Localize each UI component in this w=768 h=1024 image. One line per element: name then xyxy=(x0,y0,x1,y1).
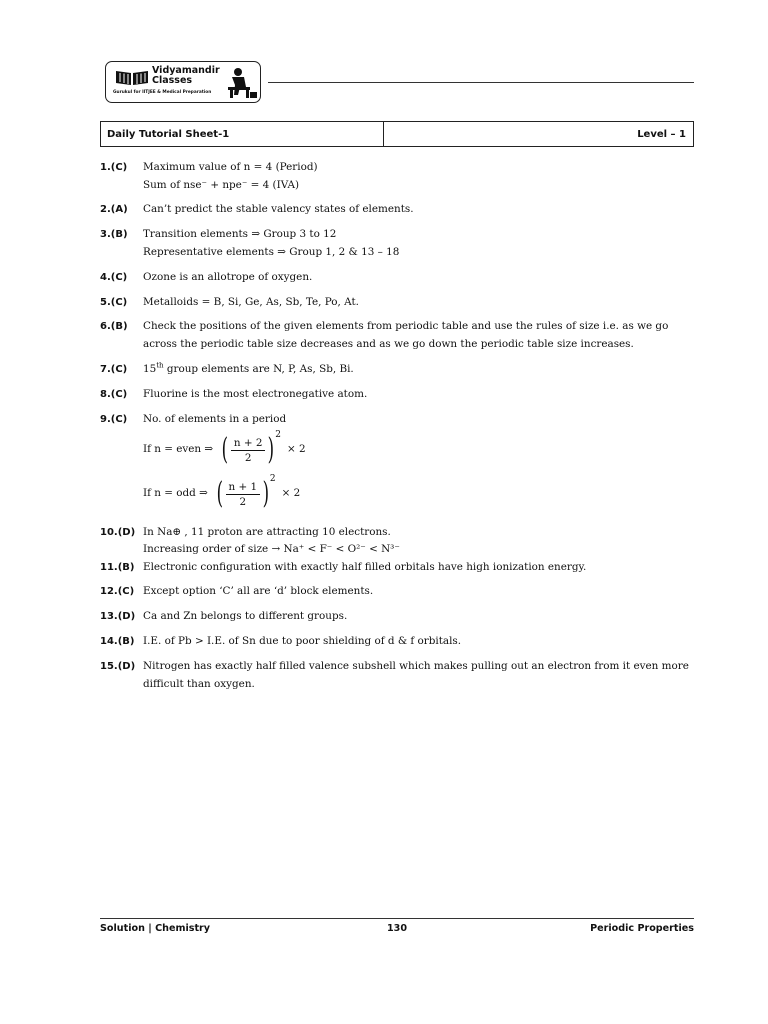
sheet-level: Level – 1 xyxy=(637,128,686,140)
answer-number: 14.(B) xyxy=(100,636,135,648)
brand-name xyxy=(152,66,220,86)
answer-number: 1.(C) xyxy=(100,162,128,173)
fraction xyxy=(231,436,266,465)
exponent: 2 xyxy=(275,430,281,441)
answer-number: 8.(C) xyxy=(100,388,128,400)
page-footer xyxy=(100,923,694,934)
solution-text: Ozone is an allotrope of oxygen. xyxy=(143,270,313,283)
denominator: 2 xyxy=(244,451,252,464)
exponent: 2 xyxy=(269,474,276,485)
formula-even: If n = even ⇒ ( $\frac{n + 2}{2}$ ) 2 × 2 xyxy=(143,428,696,472)
solution-text: Increasing order of size → Na⁺ < F⁻ < O²⁻ < N³⁻ xyxy=(143,543,400,556)
solution-text: Electronic configuration with exactly half filled orbitals have high ionization energy. xyxy=(143,560,587,573)
multiplier: × 2 xyxy=(286,443,306,456)
brand-name-line1: Vidyamandir xyxy=(152,65,220,76)
solution-11 xyxy=(100,559,696,577)
answer-number: 11.(B) xyxy=(100,561,135,573)
solution-6 xyxy=(100,318,696,353)
multiplier: × 2 xyxy=(281,487,301,500)
denominator: 2 xyxy=(239,495,247,508)
header-rule xyxy=(268,82,694,83)
answer-number: 3.(B) xyxy=(100,229,128,241)
solution-8 xyxy=(100,386,696,404)
answer-number: 9.(C) xyxy=(100,413,128,425)
book-logo-icon xyxy=(114,68,150,86)
solution-text: Fluorine is the most electronegative atom. xyxy=(143,387,368,400)
logo xyxy=(105,61,261,103)
solution-text: Except option ‘C’ all are ‘d’ block elements. xyxy=(143,585,374,598)
answer-number: 13.(D) xyxy=(100,611,136,623)
page-number: 130 xyxy=(386,923,408,934)
solution-5 xyxy=(100,294,696,312)
solution-text: I.E. of Pb > I.E. of Sn due to poor shielding of d & f orbitals. xyxy=(143,635,462,648)
solution-text: Check the positions of the given elements from periodic table and use the rules of size i.e. as we go across the periodic table size decreases and as we go down the periodic table size increases. xyxy=(143,320,669,350)
answer-number: 4.(C) xyxy=(100,271,128,283)
solution-7 xyxy=(100,361,696,379)
formula-label: If n = even ⇒ xyxy=(143,443,214,456)
answer-number: 6.(B) xyxy=(100,321,128,333)
solution-text: Maximum value of n = 4 (Period) xyxy=(143,161,318,173)
solution-3 xyxy=(100,226,696,261)
solution-text xyxy=(143,361,696,379)
solution-12 xyxy=(100,583,696,601)
solution-10 xyxy=(100,524,696,559)
student-desk-icon xyxy=(224,65,258,99)
footer-chapter: Periodic Properties xyxy=(590,923,694,934)
solutions-list xyxy=(100,159,696,700)
formula-odd: If n = odd ⇒ ( $\frac{n + 1}{2}$ ) 2 × 2 xyxy=(143,472,696,516)
group-number: 15 xyxy=(143,362,157,375)
solution-text: Representative elements ⇒ Group 1, 2 & 13 – 18 xyxy=(143,245,400,258)
group-elements: group elements are N, P, As, Sb, Bi. xyxy=(163,362,354,375)
answer-number: 15.(D) xyxy=(100,661,136,673)
solution-text: Metalloids = B, Si, Ge, As, Sb, Te, Po, At. xyxy=(143,295,359,308)
answer-number: 2.(A) xyxy=(100,204,128,216)
footer-rule xyxy=(100,918,694,919)
fraction xyxy=(226,480,261,509)
answer-number: 5.(C) xyxy=(100,296,128,308)
solution-13 xyxy=(100,608,696,626)
sheet-header-box xyxy=(100,121,694,147)
solution-4 xyxy=(100,269,696,287)
numerator: n + 2 xyxy=(231,436,266,451)
solution-text: Sum of nse⁻ + npe⁻ = 4 (IVA) xyxy=(143,178,300,191)
answer-number: 10.(D) xyxy=(100,526,136,538)
answer-number: 7.(C) xyxy=(100,363,128,375)
solution-15 xyxy=(100,658,696,693)
sheet-title: Daily Tutorial Sheet-1 xyxy=(101,122,384,146)
footer-subject: Solution | Chemistry xyxy=(100,923,211,934)
solution-9 xyxy=(100,411,696,517)
ordinal-suffix: th xyxy=(156,361,164,370)
numerator: n + 1 xyxy=(226,480,261,495)
solution-text: Ca and Zn belongs to different groups. xyxy=(143,610,348,623)
solution-text: Can’t predict the stable valency states of elements. xyxy=(143,203,414,216)
solution-2 xyxy=(100,201,696,219)
solution-text: Nitrogen has exactly half filled valence subshell which makes pulling out an electron from it even more difficult than oxygen. xyxy=(143,660,689,690)
brand-tagline: Gurukul for IITJEE & Medical Preparation xyxy=(113,90,212,95)
solution-14 xyxy=(100,633,696,651)
formula-label: If n = odd ⇒ xyxy=(143,487,208,500)
answer-number: 12.(C) xyxy=(100,586,135,598)
brand-name-line2: Classes xyxy=(152,75,193,86)
solution-text: No. of elements in a period xyxy=(143,412,287,425)
solution-1 xyxy=(100,159,696,194)
solution-text: In Na⊕ , 11 proton are attracting 10 electrons. xyxy=(143,525,391,538)
solution-text: Transition elements ⇒ Group 3 to 12 xyxy=(143,228,337,241)
